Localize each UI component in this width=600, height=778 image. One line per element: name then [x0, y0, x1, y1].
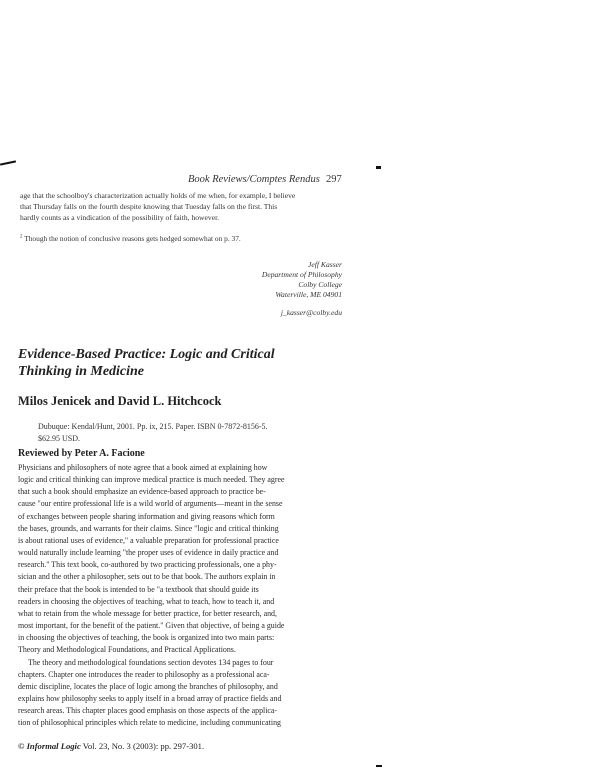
- scan-mark-top: [376, 166, 381, 169]
- body-line: would naturally include learning "the proper uses of evidence in daily practice and: [18, 548, 279, 558]
- body-line: what to retain from the whole message for better practice, for better research, and,: [18, 608, 277, 618]
- body-line: in choosing the objectives of teaching, the book is organized into two main parts:: [18, 633, 275, 643]
- review-body: [18, 462, 352, 729]
- signature-institution: Colby College: [298, 280, 342, 289]
- body-line: their preface that the book is intended to be "a textbook that should guide its: [18, 584, 259, 594]
- body-line: is about rational uses of evidence," a valuable preparation for professional practice: [18, 535, 279, 545]
- signature-department: Department of Philosophy: [261, 270, 342, 279]
- body-line: sician and the other a philosopher, sets out to be that book. The authors explain in: [18, 572, 276, 582]
- body-line: explains how philosophy seeks to apply itself in a broad array of practice fields and: [18, 693, 282, 703]
- body-line: cause "our entire professional life is a wild world of arguments—meant in the sense: [18, 499, 283, 509]
- body-line: research areas. This chapter places good emphasis on those aspects of the applica-: [18, 706, 278, 716]
- bibliographic-info: [38, 421, 346, 444]
- footnote-text: Though the notion of conclusive reasons gets hedged somewhat on p. 37.: [24, 234, 241, 243]
- footnote: $^2$ Though the notion of conclusive reasons gets hedged somewhat on p. 37.: [20, 234, 241, 243]
- signature-email: j_kasser@colby.edu: [280, 308, 342, 317]
- body-line: Physicians and philosophers of note agree that a book aimed at explaining how: [18, 463, 268, 472]
- journal-name: © Informal Logic: [18, 741, 81, 751]
- text-line: age that the schoolboy's characterization actually holds of me when, for example, I believe: [20, 191, 296, 200]
- journal-citation: [18, 741, 204, 751]
- reviewer-line: Reviewed by Peter A. Facione: [18, 448, 145, 459]
- page-number: 297: [326, 174, 342, 185]
- scan-mark-bottom: [376, 765, 382, 767]
- body-line: of exchanges between people sharing information and giving reasons which form: [18, 511, 275, 521]
- body-line: readers in choosing the objectives of teaching, what to teach, how to teach it, and: [18, 596, 275, 606]
- biblio-line: $62.95 USD.: [38, 433, 81, 443]
- body-line: tion of philosophical principles which relate to medicine, including communicating: [18, 718, 281, 728]
- signature-location: Waterville, ME 04901: [275, 290, 342, 299]
- body-line: chapters. Chapter one introduces the reader to philosophy as a professional aca-: [18, 669, 270, 679]
- signature-name: Jeff Kasser: [308, 260, 342, 269]
- journal-details: Vol. 23, No. 3 (2003): pp. 297-301.: [80, 741, 205, 751]
- body-line: the bases, grounds, and warrants for their claims. Since "logic and critical thinking: [18, 523, 279, 533]
- body-line: research." This text book, co-authored by two practicing professionals, one a phy-: [18, 560, 277, 570]
- review-title-line: Evidence-Based Practice: Logic and Critical: [18, 347, 275, 362]
- body-line: demic discipline, locates the place of logic among the branches of philosophy, and: [18, 681, 278, 691]
- book-authors: Milos Jenicek and David L. Hitchcock: [18, 394, 222, 408]
- review-title-line: Thinking in Medicine: [18, 364, 145, 379]
- continued-text: [20, 190, 352, 224]
- text-line: hardly counts as a vindication of the possibility of faith, however.: [20, 213, 220, 223]
- body-line: Theory and Methodological Foundations, and Practical Applications.: [18, 645, 236, 655]
- body-line: most important, for the benefit of the patient." Given that objective, of being a guide: [18, 621, 285, 631]
- body-line: that such a book should emphasize an evidence-based approach to practice be-: [18, 487, 266, 497]
- body-line: The theory and methodological foundations section devotes 134 pages to four: [28, 657, 274, 667]
- running-head: Book Reviews/Comptes Rendus: [188, 174, 320, 185]
- scan-edge-left: [0, 160, 16, 165]
- review-title: [18, 346, 358, 380]
- biblio-line: Dubuque: Kendal/Hunt, 2001. Pp. ix, 215. Paper. ISBN 0-7872-8156-5.: [38, 422, 268, 431]
- text-line: that Thursday falls on the fourth despite knowing that Tuesday falls on the first. This: [20, 202, 278, 212]
- body-line: logic and critical thinking can improve medical practice is much needed. They agree: [18, 475, 285, 485]
